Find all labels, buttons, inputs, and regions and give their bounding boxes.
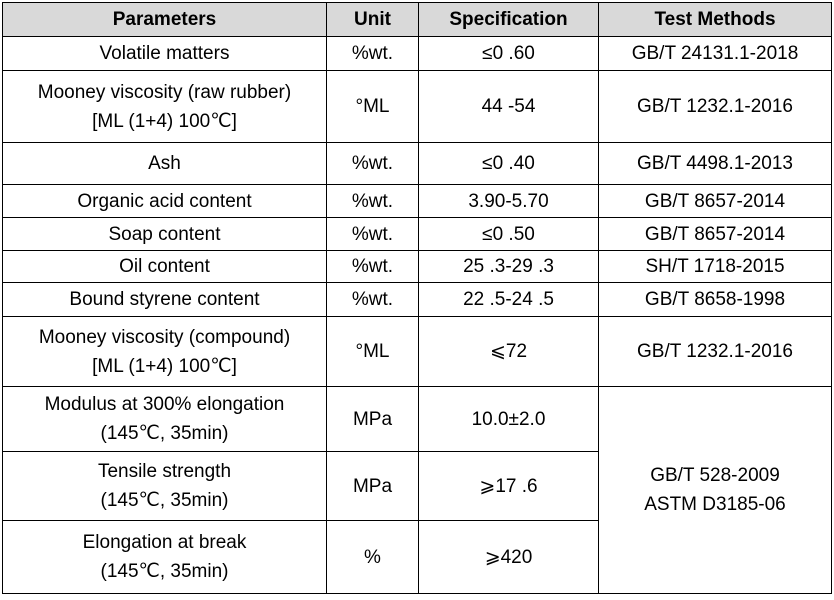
col-header-unit: Unit: [327, 3, 419, 37]
parameter-cell: [3, 251, 327, 283]
col-header-parameters: Parameters: [3, 3, 327, 37]
test-method-cell: [599, 218, 832, 251]
test-method-cell: [599, 283, 832, 317]
table-row: [3, 317, 832, 387]
test-method-cell: [599, 37, 832, 71]
unit-cell: %wt.: [327, 283, 419, 317]
test-method-cell: [599, 71, 832, 143]
unit-cell: %wt.: [327, 251, 419, 283]
parameter-text: (145℃, 35min): [100, 561, 229, 582]
parameter-cell: [3, 218, 327, 251]
test-method-cell: [599, 317, 832, 387]
col-header-test-methods: Test Methods: [599, 3, 832, 37]
unit-cell: %wt.: [327, 185, 419, 218]
parameter-text: [ML (1+4) 100℃]: [92, 355, 237, 377]
specification-cell: ≤0 .40: [419, 143, 599, 185]
parameter-cell: [3, 521, 327, 594]
unit-cell: %wt.: [327, 143, 419, 185]
specification-cell: ⩾420: [419, 521, 599, 594]
parameter-cell: [3, 283, 327, 317]
test-method-cell: [599, 387, 832, 594]
parameter-text: Elongation at break: [82, 532, 247, 553]
specification-cell: 25 .3-29 .3: [419, 251, 599, 283]
unit-cell: MPa: [327, 387, 419, 452]
test-method-text: GB/T 4498.1-2013: [637, 153, 793, 174]
specification-cell: ⩾17 .6: [419, 452, 599, 521]
parameter-text: Bound styrene content: [69, 289, 260, 310]
parameter-text: Mooney viscosity (compound): [38, 326, 291, 348]
unit-cell: %wt.: [327, 218, 419, 251]
specification-cell: ⩽72: [419, 317, 599, 387]
table-row: [3, 185, 832, 218]
unit-cell: °ML: [327, 317, 419, 387]
spec-table: [2, 2, 832, 594]
specification-cell: 10.0±2.0: [419, 387, 599, 452]
test-method-text: GB/T 1232.1-2016: [637, 96, 793, 117]
parameter-cell: [3, 37, 327, 71]
parameter-cell: [3, 317, 327, 387]
parameter-text: Volatile matters: [99, 43, 230, 64]
table-row: [3, 283, 832, 317]
parameter-text: Ash: [148, 153, 181, 174]
parameter-cell: [3, 71, 327, 143]
table-row: [3, 71, 832, 143]
unit-cell: %: [327, 521, 419, 594]
test-method-cell: [599, 143, 832, 185]
parameter-text: Tensile strength: [97, 461, 232, 482]
specification-cell: 44 -54: [419, 71, 599, 143]
test-method-text: GB/T 8657-2014: [644, 223, 786, 245]
col-header-specification: Specification: [419, 3, 599, 37]
test-method-cell: [599, 251, 832, 283]
parameter-text: (145℃, 35min): [100, 490, 229, 511]
specification-cell: ≤0 .50: [419, 218, 599, 251]
parameter-cell: [3, 143, 327, 185]
parameter-text: Soap content: [108, 223, 221, 245]
specification-cell: 3.90-5.70: [419, 185, 599, 218]
specification-cell: ≤0 .60: [419, 37, 599, 71]
parameter-cell: [3, 387, 327, 452]
test-method-text: GB/T 24131.1-2018: [631, 43, 799, 64]
parameter-text: [ML (1+4) 100℃]: [92, 110, 237, 132]
parameter-cell: [3, 452, 327, 521]
parameter-text: (145℃, 35min): [100, 423, 229, 444]
parameter-text: Oil content: [119, 256, 210, 277]
test-method-text: GB/T 8657-2014: [644, 190, 786, 212]
parameter-cell: [3, 185, 327, 218]
table-row: [3, 218, 832, 251]
test-method-text: GB/T 8658-1998: [644, 289, 786, 310]
table-row: [3, 387, 832, 452]
test-method-text: GB/T 1232.1-2016: [637, 341, 793, 362]
table-row: [3, 37, 832, 71]
test-method-cell: [599, 185, 832, 218]
table-row: [3, 251, 832, 283]
test-method-text: SH/T 1718-2015: [645, 256, 785, 277]
test-method-text: GB/T 528-2009: [650, 465, 780, 486]
unit-cell: MPa: [327, 452, 419, 521]
unit-cell: %wt.: [327, 37, 419, 71]
parameter-text: Modulus at 300% elongation: [44, 394, 285, 415]
table-row: [3, 143, 832, 185]
parameter-text: Mooney viscosity (raw rubber): [37, 81, 292, 103]
unit-cell: °ML: [327, 71, 419, 143]
specification-cell: 22 .5-24 .5: [419, 283, 599, 317]
parameter-text: Organic acid content: [77, 190, 252, 212]
header-row: [3, 3, 832, 37]
test-method-text: ASTM D3185-06: [644, 494, 786, 515]
